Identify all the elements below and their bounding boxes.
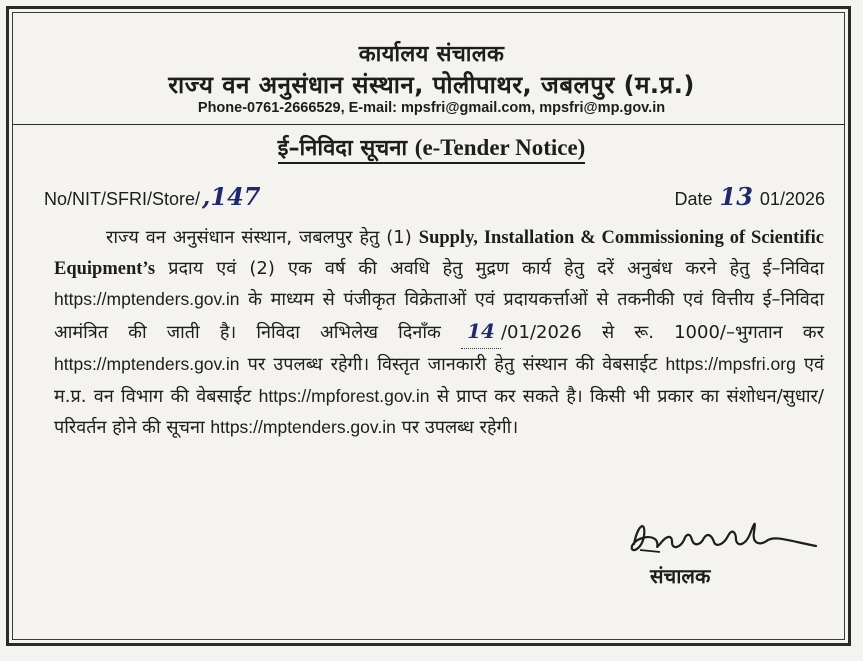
notice-title-english: (e-Tender Notice) xyxy=(414,135,586,160)
handwritten-document-day: 14 xyxy=(467,318,495,343)
date-label: Date xyxy=(674,189,713,209)
date-month-year: 01/2026 xyxy=(759,189,825,209)
reference-prefix: No/NIT/SFRI/Store/ xyxy=(44,189,201,209)
body-tender-subject: Supply, Installation & Commissioning of Scientific Equipment’s xyxy=(54,228,824,279)
notice-title xyxy=(0,132,863,162)
body-text-1: राज्य वन अनुसंधान संस्थान, जबलपुर हेतु (1) xyxy=(106,227,412,248)
handwritten-reference-number: ,147 xyxy=(202,182,261,211)
reference-number xyxy=(44,182,263,211)
notice-date xyxy=(674,182,825,211)
handwritten-signature xyxy=(620,510,830,560)
body-text-10: पर उपलब्ध रहेगी। xyxy=(401,417,519,438)
body-text-7: पर उपलब्ध रहेगी। विस्तृत जानकारी हेतु संस्थान की वेबसाईट xyxy=(247,354,658,375)
body-text-8: एवं म.प्र. वन विभाग की वेबसाईट xyxy=(54,354,824,407)
office-heading: कार्यालय संचालक xyxy=(358,42,505,67)
handwritten-date-day: 13 xyxy=(719,182,753,211)
link-mptenders-2[interactable]: https://mptenders.gov.in xyxy=(54,354,240,374)
body-text-4: के माध्यम से पंजीकृत विक्रेताओं एवं प्रदायकर्त्ताओं से तकनीकी एवं वित्तीय ई–निविदा आमंत्रित की जाती है। निविदा अभिलेख दिनाँक xyxy=(54,289,824,343)
notice-title-hindi: ई–निविदा सूचना xyxy=(278,136,407,164)
institute-heading: राज्य वन अनुसंधान संस्थान, पोलीपाथर, जबलपुर (म.प्र.) xyxy=(168,71,695,99)
link-mpsfri[interactable]: https://mpsfri.org xyxy=(665,354,796,374)
link-mpforest[interactable]: https://mpforest.gov.in xyxy=(258,385,430,406)
body-text-3: प्रदाय एवं (2) एक वर्ष की अवधि हेतु मुद्रण कार्य हेतु दरें अनुबंध करने हेतु ई–निविदा xyxy=(168,257,824,279)
link-mptenders-3[interactable]: https://mptenders.gov.in xyxy=(210,417,396,437)
contact-line: Phone-0761-2666529, E-mail: mpsfri@gmail.com, mpsfri@mp.gov.in xyxy=(197,100,666,116)
header-divider xyxy=(12,124,845,125)
signatory-designation: संचालक xyxy=(650,564,711,588)
body-text-6: /01/2026 से रू. 1000/–भुगतान कर xyxy=(500,321,824,343)
body-text-9: से प्राप्त कर सकते है। किसी भी प्रकार का संशोधन/सुधार/परिवर्तन होने की सूचना xyxy=(54,385,824,438)
link-mptenders-1[interactable]: https://mptenders.gov.in xyxy=(54,289,240,309)
notice-body xyxy=(54,223,824,444)
